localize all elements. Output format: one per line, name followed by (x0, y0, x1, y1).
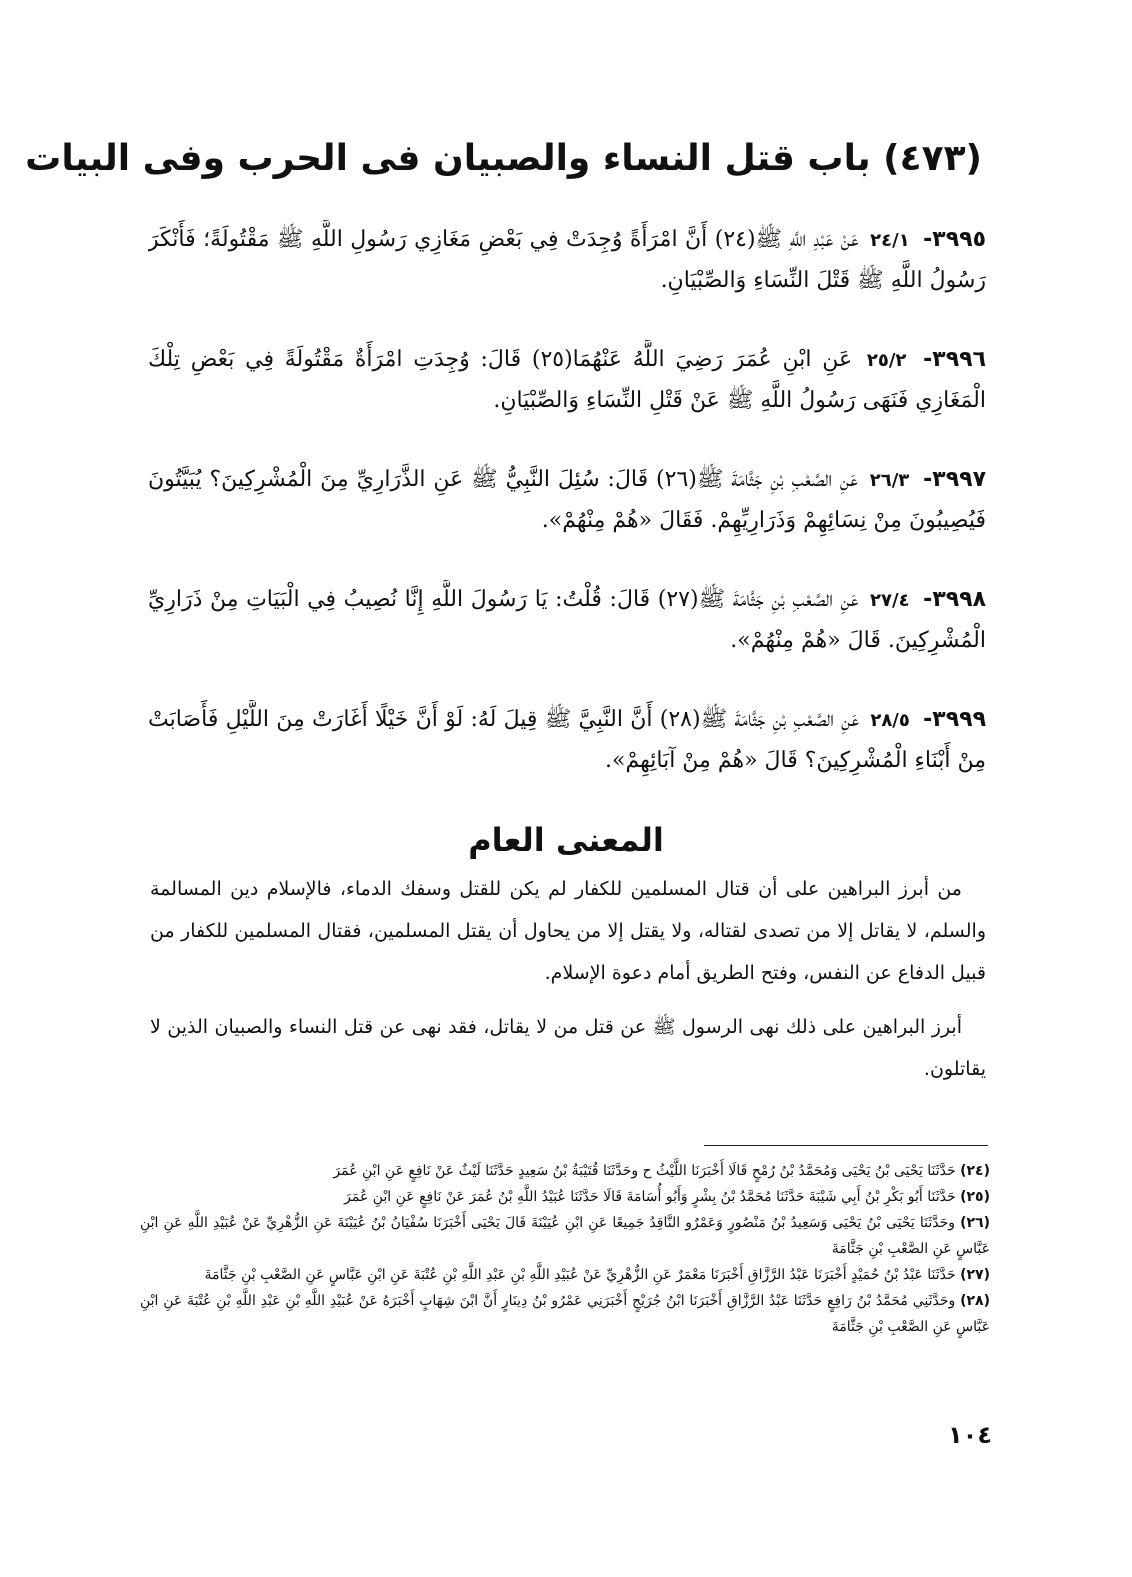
hadith-number: ٣٩٩٥- (923, 227, 986, 252)
hadith-text: عَنِ الصَّعْبِ بْنِ جَثَّامَةَ ﷺ(٢٧) قَالَ: قُلْتُ: يَا رَسُولَ اللَّهِ إِنَّا نُصِيبُ فِي الْبَيَاتِ مِنْ ذَرَارِيِّ الْمُشْرِكِينَ. قَالَ «هُمْ مِنْهُمْ». (148, 587, 986, 653)
hadith-number: ٣٩٩٨- (923, 587, 986, 612)
hadith-item (148, 220, 986, 312)
footnote-divider (704, 1145, 988, 1146)
footnote-number: (٢٧) (960, 1267, 990, 1283)
footnote-item (140, 1288, 990, 1340)
hadith-number: ٣٩٩٧- (923, 467, 986, 492)
hadith-text: عَنْ عَبْدِ اللَّهِ ﷺ(٢٤) أَنَّ امْرَأَةً وُجِدَتْ فِي بَعْضِ مَغَازِي رَسُولِ اللَّهِ ﷺ مَقْتُولَةً؛ فَأَنْكَرَ رَسُولُ اللَّهِ ﷺ قَتْلَ النِّسَاءِ وَالصِّبْيَانِ. (148, 227, 986, 293)
hadith-cross-ref: ٢٦/٣ (869, 470, 910, 491)
footnote-item (140, 1184, 990, 1210)
hadith-item (148, 340, 986, 432)
footnote-text: حَدَّثَنَا عَبْدُ بْنُ حُمَيْدٍ أَخْبَرَنَا عَبْدُ الرَّزَّاقِ أَخْبَرَنَا مَعْمَرٌ عَنِ الزُّهْرِيِّ عَنْ عُبَيْدِ اللَّهِ بْنِ عَبْدِ اللَّهِ بْنِ عُتْبَةَ عَنِ ابْنِ عَبَّاسٍ عَنِ الصَّعْبِ بْنِ جَثَّامَةَ (204, 1267, 956, 1283)
footnote-text: وحَدَّثَنِي مُحَمَّدُ بْنُ رَافِعٍ حَدَّثَنَا عَبْدُ الرَّزَّاقِ أَخْبَرَنَا ابْنُ جُرَيْجٍ أَخْبَرَنِي عَمْرُو بْنُ دِينَارٍ أَنَّ ابْنَ شِهَابٍ أَخْبَرَهُ عَنْ عُبَيْدِ اللَّهِ بْنِ عَبْدِ اللَّهِ بْنِ عُتْبَةَ عَنِ ابْنِ عَبَّاسٍ عَنِ الصَّعْبِ بْنِ جَثَّامَةَ (140, 1293, 990, 1335)
chapter-title: (٤٧٣) باب قتل النساء والصبيان فى الحرب وفى البيات (25, 138, 982, 180)
footnote-text: حَدَّثَنَا أَبُو بَكْرِ بْنُ أَبِي شَيْبَةَ حَدَّثَنَا مُحَمَّدُ بْنُ بِشْرٍ وَأَبُو أُسَامَةَ قَالَا حَدَّثَنَا عُبَيْدُ اللَّهِ بْنُ عُمَرَ عَنْ نَافِعٍ عَنِ ابْنِ عُمَرَ (344, 1189, 956, 1205)
footnote-item (140, 1158, 990, 1184)
general-meaning-paragraph: أبرز البراهين على ذلك نهى الرسول ﷺ عن قتل من لا يقاتل، فقد نهى عن قتل النساء والصبيان الذين لا يقاتلون. (150, 1016, 986, 1080)
hadith-cross-ref: ٢٥/٢ (866, 350, 907, 371)
footnote-number: (٢٦) (960, 1215, 990, 1231)
section-title: المعنى العام (468, 820, 664, 859)
hadith-text: عَنِ ابْنِ عُمَرَ رَضِيَ اللَّهُ عَنْهُمَا(٢٥) قَالَ: وُجِدَتِ امْرَأَةٌ مَقْتُولَةً فِي بَعْضِ تِلْكَ الْمَغَازِي فَنَهَى رَسُولُ اللَّهِ ﷺ عَنْ قَتْلِ النِّسَاءِ وَالصِّبْيَانِ. (148, 347, 986, 413)
hadith-list (148, 198, 986, 820)
footnote-item (140, 1262, 990, 1288)
page-number: ١٠٤ (948, 1421, 992, 1449)
hadith-number: ٣٩٩٦- (923, 347, 986, 372)
footnote-item (140, 1210, 990, 1262)
hadith-text: عَنِ الصَّعْبِ بْنِ جَثَّامَةَ ﷺ(٢٦) قَالَ: سُئِلَ النَّبِيُّ ﷺ عَنِ الذَّرَارِيِّ مِنَ الْمُشْرِكِينَ؟ يُبَيَّتُونَ فَيُصِيبُونَ مِنْ نِسَائِهِمْ وَذَرَارِيِّهِمْ. فَقَالَ «هُمْ مِنْهُمْ». (148, 467, 986, 533)
footnotes (140, 1158, 990, 1340)
general-meaning-paragraph: من أبرز البراهين على أن قتال المسلمين للكفار لم يكن للقتل وسفك الدماء، فالإسلام دين المسالمة والسلم، لا يقاتل إلا من تصدى لقتاله، ولا يقتل إلا من يحاول أن يقتل المسلمين، فقتال المسلمين للكفار من قبيل الدفاع عن النفس، وفتح الطريق أمام دعوة الإسلام. (150, 878, 986, 984)
hadith-item (148, 700, 986, 792)
hadith-number: ٣٩٩٩- (923, 707, 986, 732)
footnote-number: (٢٨) (960, 1293, 990, 1309)
footnote-number: (٢٥) (960, 1189, 990, 1205)
hadith-item (148, 460, 986, 552)
general-meaning (150, 868, 986, 1102)
footnote-number: (٢٤) (960, 1163, 990, 1179)
hadith-cross-ref: ٢٧/٤ (870, 590, 910, 611)
footnote-text: وحَدَّثَنَا يَحْيَى بْنُ يَحْيَى وَسَعِيدُ بْنُ مَنْصُورٍ وَعَمْرٌو النَّاقِدُ جَمِيعًا عَنِ ابْنِ عُيَيْنَةَ قَالَ يَحْيَى أَخْبَرَنَا سُفْيَانُ بْنُ عُيَيْنَةَ عَنِ الزُّهْرِيِّ عَنْ عُبَيْدِ اللَّهِ عَنِ ابْنِ عَبَّاسٍ عَنِ الصَّعْبِ بْنِ جَثَّامَةَ (140, 1215, 990, 1257)
hadith-cross-ref: ٢٤/١ (870, 230, 910, 251)
hadith-cross-ref: ٢٨/٥ (870, 710, 910, 731)
footnote-text: حَدَّثَنَا يَحْيَى بْنُ يَحْيَى وَمُحَمَّدُ بْنُ رُمْحٍ قَالَا أَخْبَرَنَا اللَّيْثُ ح وحَدَّثَنَا قُتَيْبَةُ بْنُ سَعِيدٍ حَدَّثَنَا لَيْثٌ عَنْ نَافِعٍ عَنِ ابْنِ عُمَرَ (333, 1163, 956, 1179)
hadith-item (148, 580, 986, 672)
hadith-text: عَنِ الصَّعْبِ بْنِ جَثَّامَةَ ﷺ(٢٨) أَنَّ النَّبِيَّ ﷺ قِيلَ لَهُ: لَوْ أَنَّ خَيْلًا أَغَارَتْ مِنَ اللَّيْلِ فَأَصَابَتْ مِنْ أَبْنَاءِ الْمُشْرِكِينَ؟ قَالَ «هُمْ مِنْ آبَائِهِمْ». (148, 707, 986, 773)
